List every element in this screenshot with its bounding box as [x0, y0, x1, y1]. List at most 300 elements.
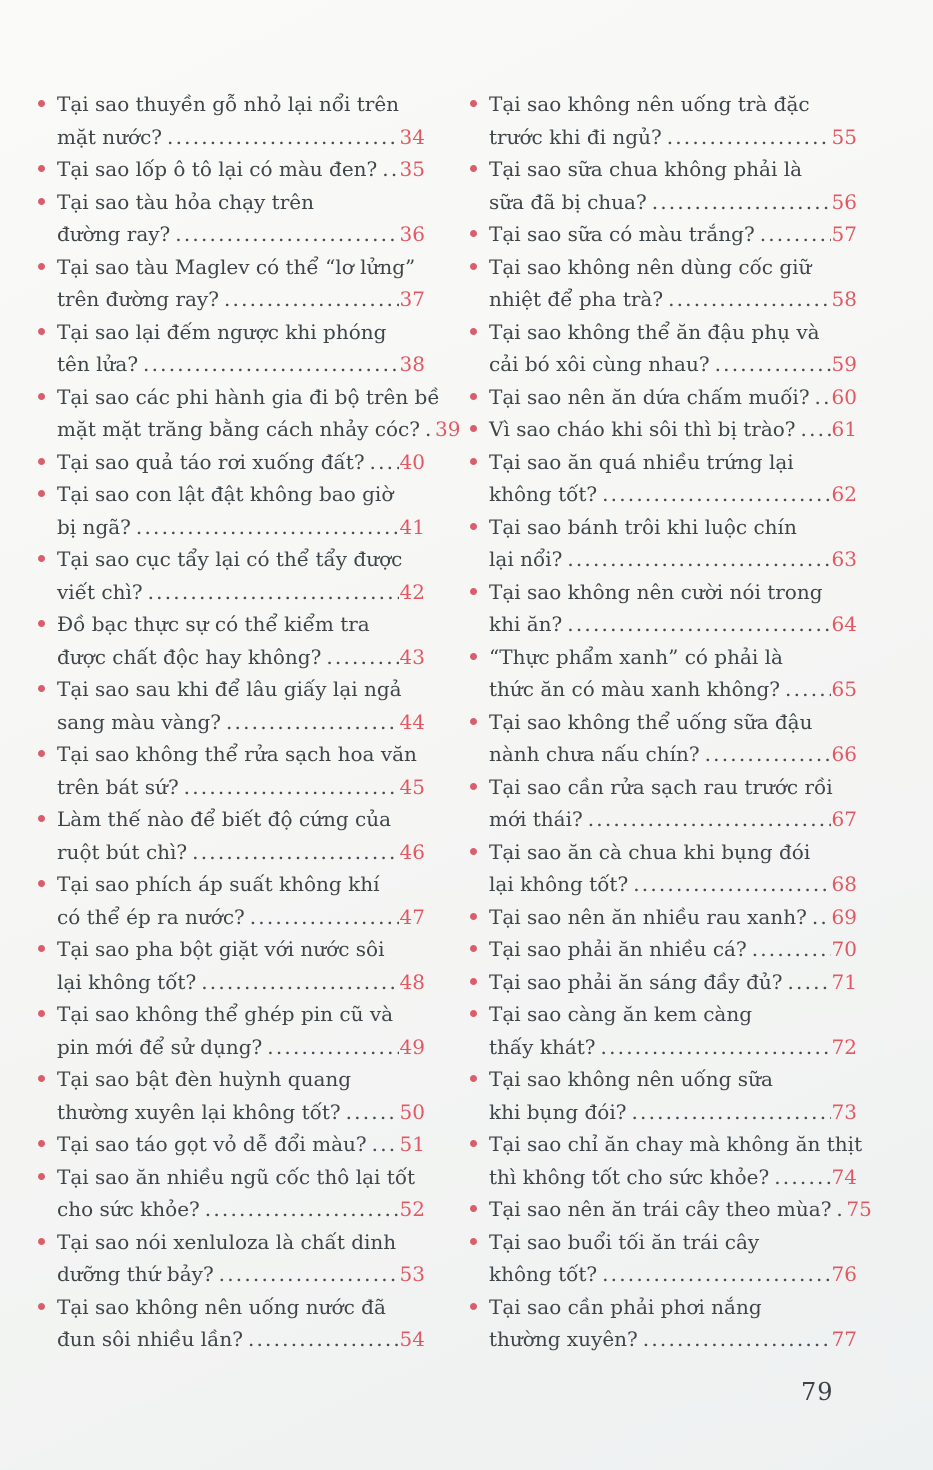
- bullet-icon: [470, 165, 477, 172]
- toc-entry-text: không tốt?: [489, 1262, 598, 1286]
- toc-entry-text: Tại sao táo gọt vỏ dễ đổi màu?: [57, 1132, 367, 1156]
- dot-leader: [647, 186, 831, 219]
- toc-entry-lastline: [57, 218, 425, 251]
- toc-entry-lastline: [489, 1031, 857, 1064]
- toc-entry: [38, 933, 425, 998]
- toc-page-number: 63: [831, 547, 857, 571]
- toc-entry: [470, 153, 857, 218]
- toc-page-number: 48: [399, 969, 425, 994]
- toc-entry-text: Tại sao phích áp suất không khí: [57, 872, 380, 896]
- toc-entry-lastline: [489, 283, 857, 316]
- toc-entry-text: thường xuyên lại không tốt?: [57, 1099, 341, 1124]
- dot-leader: [196, 966, 398, 999]
- dot-leader: [638, 1323, 831, 1356]
- toc-entry: [470, 966, 857, 999]
- toc-entry: [38, 608, 425, 673]
- toc-page-number: 50: [399, 1099, 425, 1124]
- toc-entry: [470, 1291, 857, 1356]
- toc-entry: [38, 381, 461, 446]
- toc-page-number: 49: [399, 1034, 425, 1059]
- toc-entry: [470, 251, 857, 316]
- dot-leader: [214, 1258, 399, 1291]
- dot-leader: [747, 933, 831, 966]
- toc-entry-lastline: [489, 1323, 857, 1356]
- toc-entry: [38, 1291, 425, 1356]
- toc-entry-text: Tại sao không nên dùng cốc giữ: [489, 254, 812, 279]
- toc-entry-text: Tại sao chỉ ăn chay mà không ăn thịt: [489, 1132, 863, 1156]
- toc-entry-text: Tại sao nên ăn dứa chấm muối?: [489, 384, 810, 409]
- dot-leader: [796, 413, 831, 446]
- toc-entry-text: mặt nước?: [57, 124, 163, 149]
- toc-page-number: 34: [399, 124, 425, 149]
- toc-entry-lastline: [489, 738, 857, 771]
- bullet-icon: [470, 458, 477, 465]
- dot-leader: [131, 511, 399, 544]
- toc-entry: [38, 1063, 425, 1128]
- toc-entry-text: Tại sao cục tẩy lại có thể tẩy được: [57, 547, 403, 571]
- toc-entry-lastline: [57, 836, 425, 869]
- toc-entry-text: thường xuyên?: [489, 1327, 638, 1351]
- toc-entry: [470, 998, 857, 1063]
- toc-entry-lastline: [489, 413, 857, 446]
- toc-entry-text: sang màu vàng?: [57, 709, 221, 734]
- toc-entry-lastline: [57, 641, 425, 674]
- bullet-icon: [38, 165, 45, 172]
- bullet-icon: [470, 328, 477, 335]
- bullet-icon: [38, 1075, 45, 1082]
- bullet-icon: [38, 263, 45, 270]
- toc-entry-text: Vì sao cháo khi sôi thì bị trào?: [489, 417, 796, 441]
- toc-entry: [470, 901, 857, 934]
- toc-page-number: 53: [399, 1262, 425, 1286]
- toc-entry-text: Tại sao sữa có màu trắng?: [489, 222, 755, 246]
- toc-columns: [38, 88, 872, 1356]
- toc-entry-text: không tốt?: [489, 482, 598, 506]
- toc-entry: [38, 446, 425, 479]
- dot-leader: [170, 218, 398, 251]
- toc-entry-text: Tại sao cần rửa sạch rau trước rồi: [489, 774, 833, 799]
- dot-leader: [700, 738, 831, 771]
- dot-leader: [807, 901, 831, 934]
- toc-entry-text: đường ray?: [57, 222, 171, 246]
- toc-entry-text: Tại sao sữa chua không phải là: [489, 157, 803, 181]
- toc-entry-text: trên bát sứ?: [57, 774, 179, 799]
- toc-entry: [470, 381, 857, 414]
- bullet-icon: [470, 653, 477, 660]
- bullet-icon: [38, 1303, 45, 1310]
- toc-entry-text: Tại sao ăn quá nhiều trứng lại: [489, 449, 794, 474]
- toc-entry-text: Đồ bạc thực sự có thể kiểm tra: [57, 612, 370, 636]
- bullet-icon: [470, 913, 477, 920]
- toc-entry: [38, 316, 425, 381]
- toc-entry-lastline: [57, 1031, 425, 1064]
- toc-page-number: 60: [831, 384, 857, 409]
- bullet-icon: [470, 1140, 477, 1147]
- toc-entry: [38, 673, 425, 738]
- toc-entry-text: lại không tốt?: [57, 969, 197, 994]
- bullet-icon: [38, 685, 45, 692]
- toc-entry-lastline: [489, 608, 857, 641]
- bullet-icon: [470, 783, 477, 790]
- toc-entry-lastline: [57, 413, 461, 446]
- toc-entry-text: mới thái?: [489, 807, 583, 831]
- toc-entry-lastline: [57, 1193, 425, 1226]
- toc-entry-text: Tại sao không nên uống nước đã: [57, 1294, 386, 1319]
- bullet-icon: [38, 393, 45, 400]
- bullet-icon: [38, 328, 45, 335]
- toc-entry-lastline: [489, 673, 857, 706]
- toc-entry: [470, 413, 857, 446]
- toc-entry-lastline: [57, 576, 425, 609]
- toc-page-number: 36: [399, 222, 425, 246]
- dot-leader: [321, 641, 398, 674]
- toc-entry-lastline: [489, 901, 857, 934]
- toc-entry-text: cải bó xôi cùng nhau?: [489, 352, 710, 376]
- toc-entry: [38, 478, 425, 543]
- toc-column-right: [470, 88, 872, 1356]
- dot-leader: [219, 283, 399, 316]
- bullet-icon: [38, 620, 45, 627]
- toc-entry-lastline: [489, 966, 857, 999]
- toc-entry: [38, 153, 425, 186]
- toc-entry-lastline: [57, 446, 425, 479]
- toc-entry-text: pin mới để sử dụng?: [57, 1034, 263, 1059]
- dot-leader: [143, 576, 399, 609]
- toc-entry-text: lại không tốt?: [489, 872, 629, 896]
- dot-leader: [597, 478, 830, 511]
- toc-page-number: 61: [831, 417, 857, 441]
- toc-entry: [470, 836, 857, 901]
- toc-entry: [470, 1226, 857, 1291]
- toc-entry-text: thức ăn có màu xanh không?: [489, 677, 781, 701]
- toc-page-number: 72: [831, 1034, 857, 1059]
- toc-entry-text: Tại sao phải ăn nhiều cá?: [489, 937, 747, 961]
- dot-leader: [662, 121, 831, 154]
- toc-entry-text: Tại sao không nên cười nói trong: [489, 579, 823, 604]
- toc-entry-text: thấy khát?: [489, 1034, 596, 1059]
- toc-entry: [38, 88, 425, 153]
- bullet-icon: [470, 848, 477, 855]
- dot-leader: [162, 121, 399, 154]
- toc-page-number: 46: [399, 839, 425, 864]
- bullet-icon: [38, 458, 45, 465]
- toc-page-number: 38: [399, 352, 425, 376]
- toc-entry-text: Làm thế nào để biết độ cứng của: [57, 807, 392, 831]
- toc-entry-lastline: [489, 121, 857, 154]
- bullet-icon: [470, 945, 477, 952]
- toc-entry: [38, 251, 425, 316]
- toc-entry-text: Tại sao thuyền gỗ nhỏ lại nổi trên: [57, 92, 400, 116]
- toc-entry-text: Tại sao càng ăn kem càng: [489, 1002, 753, 1026]
- toc-entry: [470, 576, 857, 641]
- toc-page-number: 64: [831, 612, 857, 636]
- dot-leader: [367, 1128, 399, 1161]
- toc-entry-text: Tại sao tàu hỏa chạy trên: [57, 189, 314, 214]
- toc-entry-lastline: [489, 478, 857, 511]
- toc-entry-lastline: [489, 1096, 857, 1129]
- toc-entry-lastline: [57, 1096, 425, 1129]
- toc-page-number: 42: [399, 579, 425, 604]
- toc-entry: [38, 1161, 425, 1226]
- toc-entry-lastline: [489, 186, 857, 219]
- toc-entry-text: nhiệt để pha trà?: [489, 287, 664, 311]
- toc-entry-text: Tại sao không thể ghép pin cũ và: [57, 1002, 394, 1026]
- toc-entry-text: trước khi đi ngủ?: [489, 124, 662, 149]
- toc-page-number: 39: [434, 417, 461, 441]
- dot-leader: [782, 966, 830, 999]
- dot-leader: [663, 283, 830, 316]
- toc-page-number: 77: [831, 1327, 857, 1351]
- toc-entry-lastline: [489, 933, 857, 966]
- toc-entry-text: thì không tốt cho sức khỏe?: [489, 1164, 770, 1189]
- toc-entry-text: ruột bút chì?: [57, 839, 188, 864]
- toc-page-number: 52: [399, 1197, 425, 1221]
- toc-entry-text: Tại sao cần phải phơi nắng: [489, 1294, 762, 1319]
- toc-entry-lastline: [57, 1258, 425, 1291]
- page-folio: 79: [801, 1378, 834, 1406]
- toc-entry-lastline: [57, 771, 425, 804]
- dot-leader: [769, 1161, 830, 1194]
- bullet-icon: [470, 1238, 477, 1245]
- toc-page-number: 66: [831, 742, 857, 766]
- toc-entry-text: mặt mặt trăng bằng cách nhảy cóc?: [57, 417, 420, 441]
- bullet-icon: [470, 1205, 477, 1212]
- toc-entry-text: cho sức khỏe?: [57, 1197, 200, 1221]
- toc-entry-text: Tại sao quả táo rơi xuống đất?: [57, 449, 365, 474]
- bullet-icon: [38, 815, 45, 822]
- toc-column-left: [38, 88, 461, 1356]
- toc-page-number: 75: [846, 1197, 872, 1221]
- toc-entry-text: Tại sao buổi tối ăn trái cây: [489, 1229, 760, 1254]
- dot-leader: [710, 348, 831, 381]
- toc-entry-text: nành chưa nấu chín?: [489, 742, 700, 766]
- toc-page-number: 62: [831, 482, 857, 506]
- toc-entry: [470, 218, 857, 251]
- toc-entry: [470, 511, 857, 576]
- toc-entry: [470, 1063, 857, 1128]
- dot-leader: [562, 608, 830, 641]
- toc-entry-text: tên lửa?: [57, 352, 139, 376]
- toc-entry-text: có thể ép ra nước?: [57, 904, 245, 929]
- bullet-icon: [38, 880, 45, 887]
- toc-entry-lastline: [57, 901, 425, 934]
- toc-page-number: 41: [399, 514, 425, 539]
- toc-page-number: 43: [399, 644, 425, 669]
- toc-entry-lastline: [57, 1323, 425, 1356]
- dot-leader: [562, 543, 830, 576]
- toc-page-number: 74: [831, 1164, 857, 1189]
- toc-entry: [38, 998, 425, 1063]
- toc-entry: [470, 1128, 863, 1193]
- toc-page-number: 35: [399, 157, 425, 181]
- bullet-icon: [470, 1010, 477, 1017]
- bullet-icon: [470, 263, 477, 270]
- toc-entry: [38, 1128, 425, 1161]
- dot-leader: [262, 1031, 398, 1064]
- toc-entry-text: Tại sao không nên uống sữa: [489, 1067, 773, 1091]
- toc-entry-text: Tại sao con lật đật không bao giờ: [57, 482, 394, 506]
- toc-entry-text: Tại sao các phi hành gia đi bộ trên bề: [57, 384, 440, 409]
- dot-leader: [596, 1031, 831, 1064]
- toc-page-number: 55: [831, 124, 857, 149]
- toc-entry-text: trên đường ray?: [57, 287, 219, 311]
- toc-entry-text: được chất độc hay không?: [57, 644, 322, 669]
- dot-leader: [221, 706, 399, 739]
- toc-page-number: 65: [831, 677, 857, 701]
- dot-leader: [187, 836, 398, 869]
- toc-page-number: 69: [831, 904, 857, 929]
- dot-leader: [365, 446, 399, 479]
- toc-entry: [38, 186, 425, 251]
- dot-leader: [245, 901, 399, 934]
- toc-entry-text: Tại sao không thể ăn đậu phụ và: [489, 319, 820, 344]
- bullet-icon: [470, 523, 477, 530]
- dot-leader: [810, 381, 831, 414]
- toc-entry: [470, 1193, 872, 1226]
- bullet-icon: [38, 1140, 45, 1147]
- bullet-icon: [38, 100, 45, 107]
- toc-entry-lastline: [57, 283, 425, 316]
- toc-entry-text: Tại sao phải ăn sáng đầy đủ?: [489, 969, 783, 994]
- toc-entry-lastline: [57, 511, 425, 544]
- toc-entry-text: Tại sao sau khi để lâu giấy lại ngả: [57, 677, 402, 701]
- toc-entry-text: Tại sao không thể rửa sạch hoa văn: [57, 742, 417, 766]
- dot-leader: [377, 153, 398, 186]
- bullet-icon: [470, 230, 477, 237]
- toc-page-number: 67: [831, 807, 857, 831]
- dot-leader: [628, 868, 830, 901]
- toc-page-number: 47: [399, 904, 425, 929]
- bullet-icon: [38, 555, 45, 562]
- toc-entry-text: sữa đã bị chua?: [489, 189, 647, 214]
- toc-page-number: 37: [399, 287, 425, 311]
- toc-entry: [470, 933, 857, 966]
- toc-entry-lastline: [57, 706, 425, 739]
- toc-entry-text: khi ăn?: [489, 612, 563, 636]
- toc-entry-text: lại nổi?: [489, 547, 563, 571]
- toc-entry-text: Tại sao bánh trôi khi luộc chín: [489, 514, 797, 539]
- bullet-icon: [470, 1075, 477, 1082]
- toc-entry-lastline: [57, 966, 425, 999]
- bullet-icon: [470, 588, 477, 595]
- toc-entry: [38, 1226, 425, 1291]
- toc-page-number: 58: [831, 287, 857, 311]
- toc-entry: [470, 706, 857, 771]
- dot-leader: [626, 1096, 830, 1129]
- dot-leader: [831, 1193, 845, 1226]
- bullet-icon: [38, 750, 45, 757]
- toc-entry-text: Tại sao không thể uống sữa đậu: [489, 709, 813, 734]
- bullet-icon: [470, 100, 477, 107]
- toc-entry-lastline: [57, 1128, 425, 1161]
- toc-entry-lastline: [489, 803, 857, 836]
- dot-leader: [200, 1193, 399, 1226]
- toc-page-number: 73: [831, 1099, 857, 1124]
- toc-page-number: 57: [831, 222, 857, 246]
- toc-entry: [470, 641, 857, 706]
- toc-entry-lastline: [489, 1193, 872, 1226]
- toc-entry-lastline: [489, 348, 857, 381]
- toc-entry-text: Tại sao nên ăn trái cây theo mùa?: [489, 1197, 832, 1221]
- toc-page-number: 56: [831, 189, 857, 214]
- toc-entry-text: Tại sao ăn nhiều ngũ cốc thô lại tốt: [57, 1164, 416, 1189]
- toc-entry-text: viết chì?: [57, 579, 143, 604]
- toc-entry: [38, 738, 425, 803]
- toc-page-number: 76: [831, 1262, 857, 1286]
- toc-page-number: 40: [399, 449, 425, 474]
- toc-entry-text: “Thực phẩm xanh” có phải là: [489, 644, 783, 669]
- toc-page-number: 54: [399, 1327, 425, 1351]
- toc-entry-lastline: [57, 153, 425, 186]
- toc-entry-lastline: [489, 543, 857, 576]
- dot-leader: [780, 673, 831, 706]
- toc-entry-text: dưỡng thứ bảy?: [57, 1262, 214, 1286]
- toc-entry: [470, 316, 857, 381]
- toc-entry-lastline: [489, 1161, 857, 1194]
- toc-entry-text: Tại sao ăn cà chua khi bụng đói: [489, 839, 811, 864]
- bullet-icon: [38, 1010, 45, 1017]
- bullet-icon: [470, 425, 477, 432]
- bullet-icon: [38, 198, 45, 205]
- toc-entry-lastline: [489, 218, 857, 251]
- bullet-icon: [38, 945, 45, 952]
- toc-entry-lastline: [489, 381, 857, 414]
- dot-leader: [597, 1258, 830, 1291]
- toc-page-number: 59: [831, 352, 857, 376]
- toc-entry: [38, 543, 425, 608]
- bullet-icon: [470, 1303, 477, 1310]
- dot-leader: [341, 1096, 399, 1129]
- dot-leader: [420, 413, 434, 446]
- toc-entry: [38, 868, 425, 933]
- toc-page-number: 70: [831, 937, 857, 961]
- toc-entry-lastline: [57, 121, 425, 154]
- toc-entry-text: Tại sao lại đếm ngược khi phóng: [57, 319, 387, 344]
- toc-page-number: 51: [399, 1132, 425, 1156]
- dot-leader: [179, 771, 399, 804]
- bullet-icon: [38, 1238, 45, 1245]
- toc-entry-text: bị ngã?: [57, 514, 131, 539]
- toc-entry-text: Tại sao bật đèn huỳnh quang: [57, 1067, 352, 1091]
- bullet-icon: [470, 718, 477, 725]
- toc-entry-text: đun sôi nhiều lần?: [57, 1327, 243, 1351]
- toc-entry: [470, 771, 857, 836]
- toc-entry: [470, 88, 857, 153]
- toc-page-number: 68: [831, 872, 857, 896]
- toc-entry-lastline: [489, 868, 857, 901]
- toc-page-number: 71: [831, 969, 857, 994]
- dot-leader: [243, 1323, 399, 1356]
- bullet-icon: [38, 1173, 45, 1180]
- toc-entry-text: Tại sao pha bột giặt với nước sôi: [57, 937, 385, 961]
- toc-entry-text: Tại sao nên ăn nhiều rau xanh?: [489, 904, 807, 929]
- toc-entry-text: Tại sao nói xenluloza là chất dinh: [57, 1229, 397, 1254]
- toc-entry: [470, 446, 857, 511]
- bullet-icon: [470, 393, 477, 400]
- toc-entry-text: khi bụng đói?: [489, 1099, 627, 1124]
- dot-leader: [138, 348, 399, 381]
- toc-entry-text: Tại sao lốp ô tô lại có màu đen?: [57, 157, 378, 181]
- dot-leader: [583, 803, 831, 836]
- toc-entry-lastline: [57, 348, 425, 381]
- toc-entry-text: Tại sao tàu Maglev có thể “lơ lửng”: [57, 254, 416, 279]
- toc-entry-lastline: [489, 1258, 857, 1291]
- toc-entry-text: Tại sao không nên uống trà đặc: [489, 92, 810, 116]
- bullet-icon: [470, 978, 477, 985]
- toc-page-number: 45: [399, 774, 425, 799]
- dot-leader: [755, 218, 831, 251]
- toc-page-number: 44: [399, 709, 425, 734]
